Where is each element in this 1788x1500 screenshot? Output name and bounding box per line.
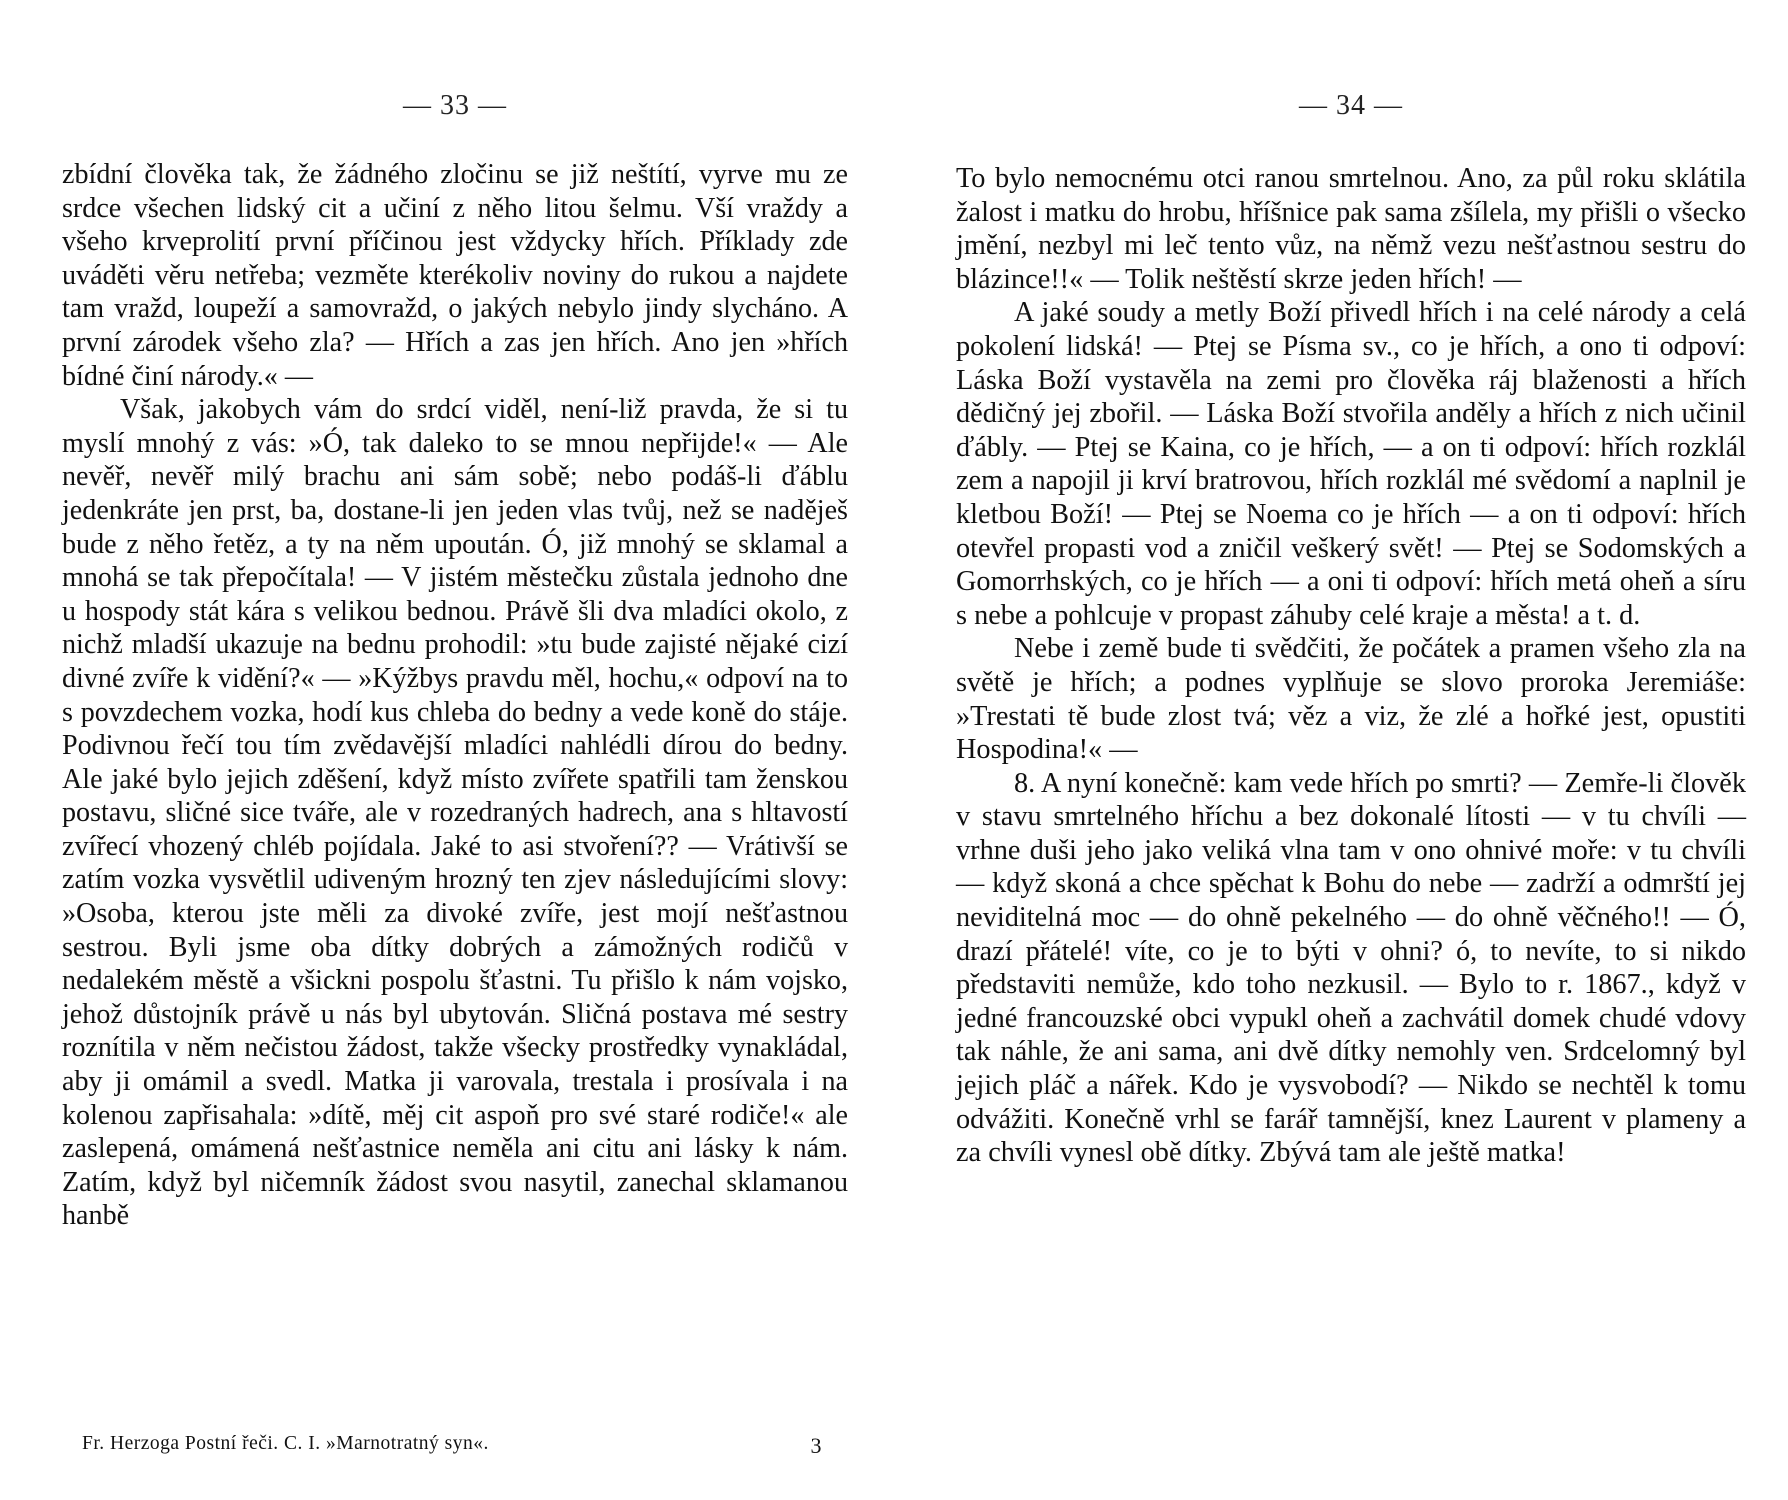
signature-mark: 3 — [810, 1433, 822, 1458]
page-number: — 33 — — [403, 90, 507, 121]
paragraph: 8. A nyní konečně: kam vede hřích po smrti? — Zemře-li člověk v stavu smrtelného hříchu a bez dokonalé lítosti — v tu chvíli — vrhne duši jeho jako veliká vlna tam v ono ohnivé moře: v tu chvíli — když skoná a chce spěchat k Bohu do nebe — zadrží a odmrští jej neviditelná moc — do ohně pekelného — do ohně věčného!! — Ó, drazí přátelé! víte, co je to býti v ohni? ó, to nevíte, to si nikdo představiti nemůže, kdo toho nezkusil. — Bylo to r. 1867., když v jedné francouzské obci vypukl oheň a zachvátil domek chudé vdovy tak náhle, že ani sama, ani dvě dítky nemohly ven. Srdcelomný byl jejich pláč a nářek. Kdo je vysvobodí? — Nikdo se nechtěl k tomu odvážiti. Konečně vrhl se farář tamnější, knez Laurent v plameny a za chvíli vynesl obě dítky. Zbývá tam ale ještě matka! — [956, 767, 1746, 1169]
paragraph: Však, jakobych vám do srdcí viděl, není-liž pravda, že si tu myslí mnohý z vás: »Ó, tak daleko to se mnou nepřijde!« — Ale nevěř, nevěř milý brachu ani sám sobě; nebo podáš-li ďáblu jedenkráte jen prst, ba, dostane-li jen jeden vlas tvůj, než se naděješ bude z něho řetěz, a ty na něm upoután. Ó, již mnohý se sklamal a mnohá se tak přepočítala! — V jistém městečku zůstala jednoho dne u hospody stát kára s velikou bednou. Právě šli dva mladíci okolo, z nichž mladší ukazuje na bednu prohodil: »tu bude zajisté nějaké cizí divné zvíře k vidění?« — »Kýžbys pravdu měl, hochu,« odpoví na to s povzdechem vozka, hodí kus chleba do bedny a vede koně do stáje. Podivnou řečí tou tím zvědavější mladíci nahlédli dírou do bedny. Ale jaké bylo jejich zděšení, když místo zvířete spatřili tam ženskou postavu, sličné sice tváře, ale v rozedraných hadrech, ana s hltavostí zvířecí vhozený chléb pojídala. Jaké to asi stvoření?? — Vrátivší se zatím vozka vysvětlil udiveným hrozný ten zjev následujícími slovy: »Osoba, kterou jste měli za divoké zvíře, jest mojí nešťastnou sestrou. Byli jsme oba dítky dobrých a zámožných rodičů v nedalekém městě a všickni pospolu šťastni. Tu přišlo k nám vojsko, jehož důstojník právě u nás byl ubytován. Sličná postava mé sestry roznítila v něm nečistou žádost, takže všecky prostředky vynakládal, aby ji omámil a svedl. Matka ji varovala, trestala i prosívala i na kolenou zapřisahala: »dítě, měj cit aspoň pro své staré rodiče!« ale zaslepená, omámená nešťastnice neměla ani citu ani lásky k nám. Zatím, když byl ničemník žádost svou nasytil, zanechal sklamanou hanbě — [62, 394, 848, 1232]
footer-text: Fr. Herzoga Postní řeči. C. I. »Marnotratný syn«. — [82, 1433, 489, 1454]
paragraph: To bylo nemocnému otci ranou smrtelnou. Ano, za půl roku sklátila žalost i matku do hrobu, hříšnice pak sama zšílela, my přišli o všecko jmění, nezbyl mi leč tento vůz, na němž vezu nešťastnou sestru do blázince!!« — Tolik neštěstí skrze jeden hřích! — — [956, 163, 1746, 295]
paragraph: Nebe i země bude ti svědčiti, že počátek a pramen všeho zla na světě je hřích; a podnes vyplňuje se slovo proroka Jeremiáše: »Trestati tě bude zlost tvá; věz a viz, že zlé a hořké jest, opustiti Hospodina!« — — [956, 633, 1746, 766]
paragraph: zbídní člověka tak, že žádného zločinu se již neštítí, vyrve mu ze srdce všechen lidský cit a učiní z něho litou šelmu. Vší vraždy a všeho krveprolití první příčinou jest vždycky hřích. Příklady zde uváděti věru netřeba; vezměte kterékoliv noviny do rukou a najdete tam vražd, loupeží a samovražd, o jakých nebylo jindy slycháno. A první zárodek všeho zla? — Hřích a zas jen hřích. Ano jen »hřích bídné činí národy.« — — [62, 159, 848, 392]
paragraph: A jaké soudy a metly Boží přivedl hřích i na celé národy a celá pokolení lidská! — Ptej se Písma sv., co je hřích, a ono ti odpoví: Láska Boží vystavěla na zemi pro člověka ráj blaženosti a hřích dědičný jej zbořil. — Láska Boží stvořila anděly a hřích z nich učinil ďábly. — Ptej se Kaina, co je hřích, — a on ti odpoví: hřích rozklál zem a napojil ji krví bratrovou, hřích rozklál mé svědomí a naplnil je kletbou Boží! — Ptej se Noema co je hřích — a on ti odpoví: hřích otevřel propasti vod a zničil veškerý svět! — Ptej se Sodomských a Gomorrhských, co je hřích — a oni ti odpoví: hřích metá oheň a síru s nebe a pohlcuje v propast záhuby celé kraje a města! a t. d. — [956, 297, 1746, 631]
left-page — [62, 0, 848, 1500]
page-body — [62, 158, 848, 1233]
right-page — [956, 0, 1746, 1500]
page-footer — [82, 1433, 822, 1458]
page-body — [956, 162, 1746, 1170]
page-number: — 34 — — [1299, 90, 1403, 121]
